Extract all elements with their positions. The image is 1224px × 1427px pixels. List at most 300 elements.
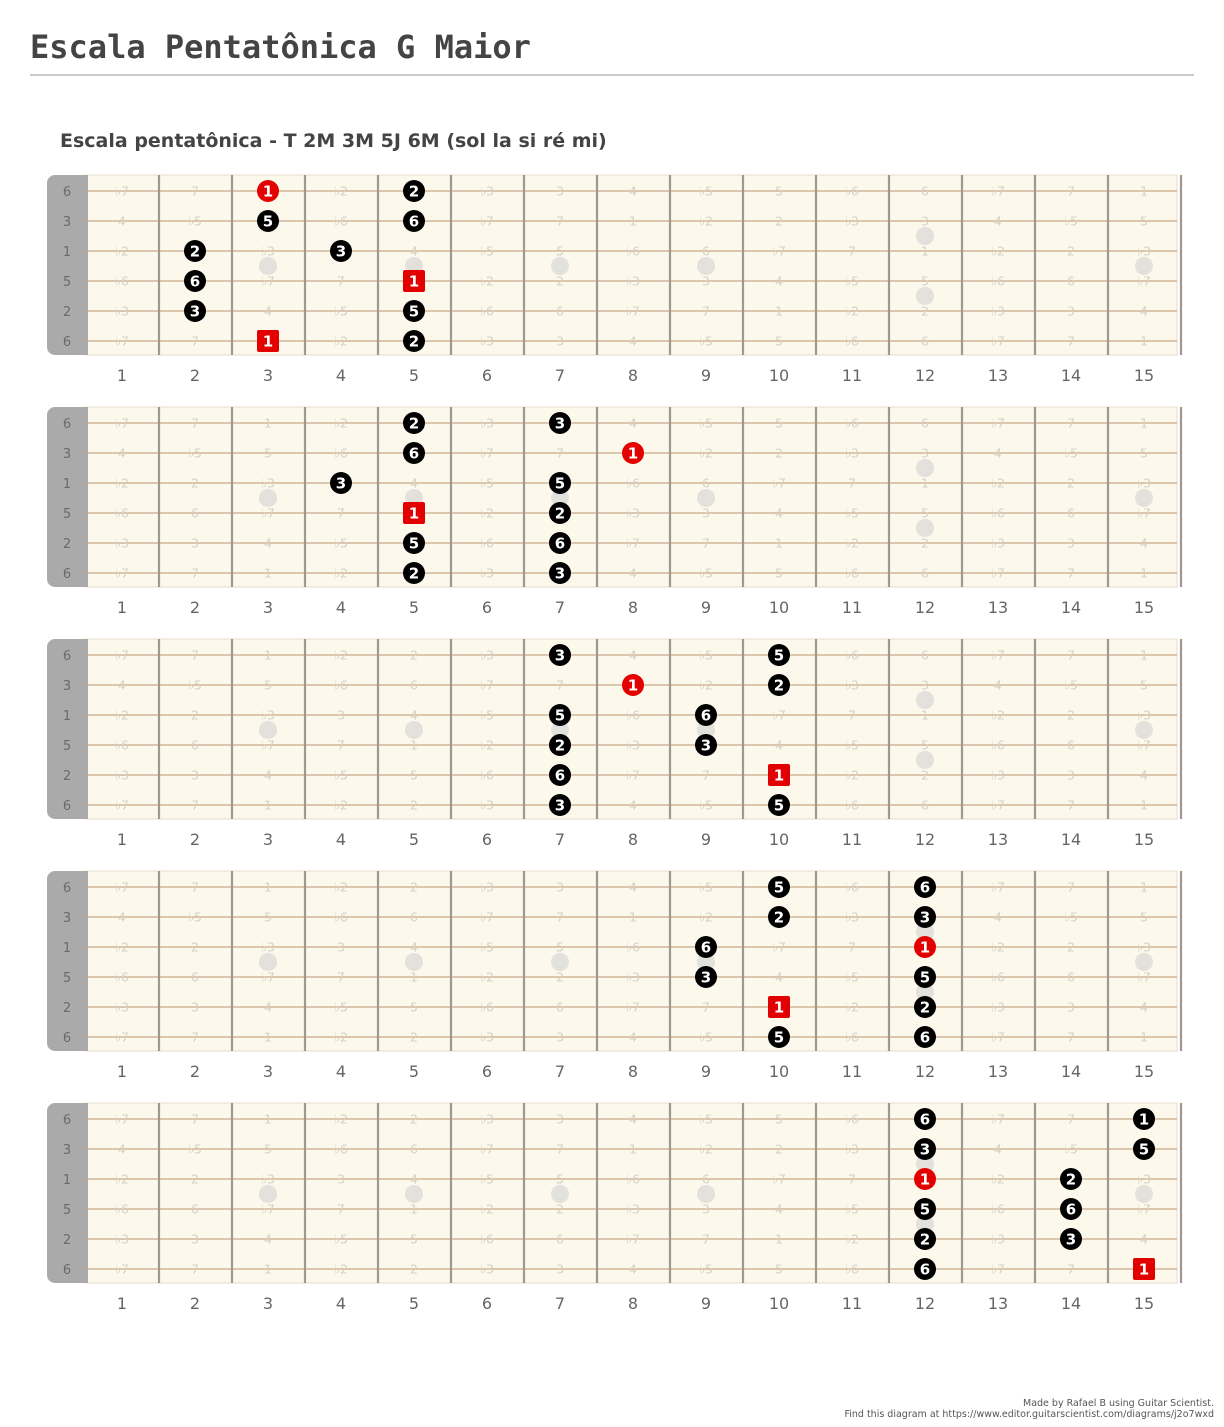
fret-number: 8: [627, 598, 639, 617]
scale-note-marker: [1133, 1108, 1155, 1130]
background-interval: 2: [191, 1171, 199, 1187]
background-interval: 7: [556, 677, 564, 693]
background-interval: ♭2: [480, 1201, 494, 1217]
background-interval: 2: [410, 879, 418, 895]
background-interval: 4: [629, 647, 637, 663]
fret-inlay: [916, 227, 934, 245]
background-interval: 2: [410, 1029, 418, 1045]
background-interval: 4: [629, 1111, 637, 1127]
background-interval: 5: [264, 1141, 272, 1157]
background-interval: 4: [629, 1029, 637, 1045]
note-label: 5: [773, 878, 785, 897]
background-interval: 3: [1067, 535, 1075, 551]
background-interval: 2: [191, 939, 199, 955]
fret-inlay: [1135, 1185, 1153, 1203]
background-interval: 6: [702, 1171, 710, 1187]
background-interval: ♭6: [334, 909, 348, 925]
background-interval: 6: [410, 1141, 418, 1157]
fret-number: 9: [700, 830, 712, 849]
fret-number: 12: [914, 1062, 936, 1081]
background-interval: ♭5: [334, 535, 348, 551]
background-interval: 1: [1140, 1029, 1148, 1045]
background-interval: ♭7: [991, 333, 1005, 349]
string-label: 1: [62, 941, 72, 956]
background-interval: ♭6: [480, 1231, 494, 1247]
fret-number: 12: [914, 1294, 936, 1313]
scale-note-marker: [403, 300, 425, 322]
note-label: 3: [335, 474, 347, 493]
background-interval: 7: [191, 565, 199, 581]
note-label: 5: [262, 212, 274, 231]
background-interval: ♭7: [1137, 273, 1151, 289]
background-interval: 1: [410, 969, 418, 985]
background-interval: 5: [775, 183, 783, 199]
note-label: 2: [773, 676, 785, 695]
note-label: 1: [408, 504, 420, 523]
background-interval: ♭6: [626, 1171, 640, 1187]
background-interval: ♭5: [699, 415, 713, 431]
background-interval: 7: [702, 535, 710, 551]
fret-number: 3: [262, 830, 274, 849]
fret-number: 3: [262, 1294, 274, 1313]
background-interval: ♭7: [991, 1029, 1005, 1045]
background-interval: ♭6: [480, 535, 494, 551]
fret-number: 7: [554, 598, 566, 617]
background-interval: ♭2: [991, 243, 1005, 259]
note-label: 6: [189, 272, 201, 291]
background-interval: ♭6: [334, 1141, 348, 1157]
note-label: 6: [700, 938, 712, 957]
fret-number: 4: [335, 598, 347, 617]
note-label: 2: [554, 736, 566, 755]
background-interval: ♭2: [480, 505, 494, 521]
fret-number: 1: [116, 1294, 128, 1313]
fret-number: 9: [700, 1294, 712, 1313]
background-interval: ♭6: [115, 505, 129, 521]
background-interval: ♭7: [626, 535, 640, 551]
background-interval: ♭7: [115, 565, 129, 581]
background-interval: 4: [994, 213, 1002, 229]
fret-number: 9: [700, 366, 712, 385]
note-label: 3: [700, 736, 712, 755]
fret-number: 11: [841, 1294, 863, 1313]
background-interval: 4: [629, 1261, 637, 1277]
background-interval: ♭2: [845, 1231, 859, 1247]
fret-inlay: [1135, 721, 1153, 739]
background-interval: 4: [118, 213, 126, 229]
background-interval: ♭7: [1137, 505, 1151, 521]
fret-inlay: [405, 953, 423, 971]
background-interval: 2: [775, 1141, 783, 1157]
background-interval: 5: [921, 273, 929, 289]
background-interval: ♭7: [480, 677, 494, 693]
scale-note-marker: [768, 876, 790, 898]
note-label: 3: [1065, 1230, 1077, 1249]
background-interval: ♭2: [480, 737, 494, 753]
scale-note-marker: [914, 996, 936, 1018]
background-interval: 4: [118, 1141, 126, 1157]
fretboard-diagram-position-1: [0, 170, 1224, 400]
background-interval: 3: [702, 1201, 710, 1217]
background-interval: ♭5: [845, 1201, 859, 1217]
string-label: 5: [62, 275, 72, 290]
background-interval: 4: [629, 183, 637, 199]
background-interval: 7: [848, 243, 856, 259]
fret-number: 6: [481, 366, 493, 385]
background-interval: 3: [191, 767, 199, 783]
string-label: 6: [62, 417, 72, 432]
background-interval: 4: [264, 535, 272, 551]
fret-number: 2: [189, 366, 201, 385]
background-interval: ♭3: [991, 535, 1005, 551]
background-interval: ♭3: [480, 565, 494, 581]
fret-inlay: [259, 489, 277, 507]
footer-link-line[interactable]: Find this diagram at https://www.editor.guitarscientist.com/diagrams/j2o7wxd: [844, 1409, 1214, 1420]
background-interval: ♭3: [845, 909, 859, 925]
background-interval: 3: [337, 707, 345, 723]
background-interval: 3: [337, 1171, 345, 1187]
background-interval: 3: [191, 535, 199, 551]
note-label: 6: [554, 766, 566, 785]
background-interval: ♭7: [261, 505, 275, 521]
background-interval: 2: [1067, 475, 1075, 491]
fret-number: 6: [481, 830, 493, 849]
background-interval: ♭7: [991, 1261, 1005, 1277]
background-interval: 3: [556, 1029, 564, 1045]
scale-note-marker: [403, 532, 425, 554]
note-label: 5: [554, 474, 566, 493]
background-interval: ♭7: [115, 1029, 129, 1045]
string-label: 3: [62, 679, 72, 694]
fret-number: 13: [987, 1294, 1009, 1313]
fret-inlay: [1135, 489, 1153, 507]
background-interval: ♭5: [188, 213, 202, 229]
fretboard-background: [86, 407, 1177, 587]
background-interval: 6: [556, 999, 564, 1015]
fret-number: 15: [1133, 1062, 1155, 1081]
background-interval: ♭5: [188, 1141, 202, 1157]
fret-number: 5: [408, 1294, 420, 1313]
background-interval: 2: [1067, 243, 1075, 259]
background-interval: ♭6: [334, 445, 348, 461]
diagram-subtitle: Escala pentatônica - T 2M 3M 5J 6M (sol la si ré mi): [60, 130, 607, 152]
background-interval: 1: [629, 213, 637, 229]
background-interval: 4: [410, 939, 418, 955]
fret-inlay: [916, 459, 934, 477]
background-interval: 4: [775, 1201, 783, 1217]
footer-credits: [844, 1398, 1214, 1420]
background-interval: 1: [264, 565, 272, 581]
background-interval: 5: [410, 767, 418, 783]
background-interval: 1: [921, 475, 929, 491]
background-interval: ♭2: [334, 1261, 348, 1277]
background-interval: ♭3: [626, 273, 640, 289]
background-interval: ♭5: [334, 767, 348, 783]
background-interval: ♭3: [991, 767, 1005, 783]
background-interval: ♭6: [480, 767, 494, 783]
background-interval: ♭5: [188, 445, 202, 461]
background-interval: 2: [1067, 707, 1075, 723]
background-interval: ♭3: [626, 1201, 640, 1217]
background-interval: 2: [410, 1261, 418, 1277]
background-interval: ♭5: [845, 969, 859, 985]
background-interval: ♭6: [115, 273, 129, 289]
fretboard-svg: [0, 866, 1224, 1096]
background-interval: ♭6: [845, 797, 859, 813]
note-label: 1: [1138, 1110, 1150, 1129]
string-label: 2: [62, 769, 72, 784]
background-interval: 1: [410, 1201, 418, 1217]
background-interval: ♭5: [699, 1261, 713, 1277]
note-label: 5: [408, 302, 420, 321]
background-interval: ♭7: [772, 243, 786, 259]
scale-note-marker: [914, 1228, 936, 1250]
note-label: 6: [919, 1110, 931, 1129]
background-interval: ♭3: [261, 939, 275, 955]
fret-number: 15: [1133, 1294, 1155, 1313]
background-interval: ♭7: [626, 1231, 640, 1247]
background-interval: ♭2: [480, 273, 494, 289]
scale-note-marker: [549, 532, 571, 554]
background-interval: 7: [848, 1171, 856, 1187]
background-interval: ♭2: [699, 445, 713, 461]
background-interval: 2: [191, 475, 199, 491]
background-interval: ♭7: [1137, 1201, 1151, 1217]
background-interval: ♭7: [991, 647, 1005, 663]
fretboard-diagram-position-5: [0, 1098, 1224, 1328]
scale-note-marker: [403, 210, 425, 232]
fret-inlay: [551, 953, 569, 971]
background-interval: 4: [629, 415, 637, 431]
background-interval: 5: [775, 1111, 783, 1127]
fretboard-diagram-position-2: [0, 402, 1224, 632]
background-interval: ♭5: [699, 647, 713, 663]
fret-number: 4: [335, 1294, 347, 1313]
background-interval: 5: [921, 737, 929, 753]
background-interval: 5: [775, 415, 783, 431]
background-interval: 7: [1067, 797, 1075, 813]
string-label: 6: [62, 1031, 72, 1046]
background-interval: ♭6: [626, 707, 640, 723]
background-interval: ♭3: [1137, 939, 1151, 955]
fret-inlay: [259, 953, 277, 971]
background-interval: 3: [702, 273, 710, 289]
string-label: 6: [62, 1113, 72, 1128]
background-interval: ♭5: [480, 243, 494, 259]
background-interval: 3: [556, 333, 564, 349]
fret-number: 5: [408, 1062, 420, 1081]
fret-number: 5: [408, 830, 420, 849]
root-note-marker: [1133, 1258, 1155, 1280]
background-interval: 7: [337, 737, 345, 753]
background-interval: ♭3: [626, 969, 640, 985]
background-interval: 7: [1067, 183, 1075, 199]
background-interval: ♭6: [991, 737, 1005, 753]
root-note-marker: [914, 1168, 936, 1190]
background-interval: ♭6: [845, 1111, 859, 1127]
background-interval: ♭6: [845, 565, 859, 581]
background-interval: 6: [921, 333, 929, 349]
root-note-marker: [257, 330, 279, 352]
fret-number: 3: [262, 366, 274, 385]
background-interval: ♭2: [334, 797, 348, 813]
note-label: 5: [554, 706, 566, 725]
background-interval: 7: [702, 999, 710, 1015]
background-interval: 4: [1140, 535, 1148, 551]
background-interval: 7: [191, 415, 199, 431]
string-label: 5: [62, 971, 72, 986]
fret-number: 12: [914, 366, 936, 385]
background-interval: 1: [1140, 333, 1148, 349]
background-interval: 5: [264, 909, 272, 925]
note-label: 6: [554, 534, 566, 553]
fret-inlay: [551, 257, 569, 275]
fret-number: 11: [841, 366, 863, 385]
background-interval: ♭7: [626, 303, 640, 319]
scale-note-marker: [330, 240, 352, 262]
fret-number: 2: [189, 830, 201, 849]
note-label: 3: [554, 796, 566, 815]
fret-number: 14: [1060, 366, 1082, 385]
note-label: 2: [554, 504, 566, 523]
background-interval: ♭7: [115, 647, 129, 663]
scale-note-marker: [184, 300, 206, 322]
background-interval: ♭5: [845, 737, 859, 753]
background-interval: ♭7: [991, 1111, 1005, 1127]
background-interval: ♭7: [261, 737, 275, 753]
string-label: 3: [62, 1143, 72, 1158]
background-interval: ♭7: [261, 969, 275, 985]
background-interval: 7: [702, 303, 710, 319]
background-interval: ♭2: [845, 535, 859, 551]
background-interval: ♭3: [480, 333, 494, 349]
scale-note-marker: [549, 794, 571, 816]
background-interval: ♭7: [115, 1261, 129, 1277]
note-label: 2: [773, 908, 785, 927]
fret-number: 4: [335, 366, 347, 385]
fret-inlay: [259, 721, 277, 739]
fretboard-background: [86, 871, 1177, 1051]
background-interval: 7: [1067, 565, 1075, 581]
background-interval: 1: [264, 1261, 272, 1277]
scale-note-marker: [549, 764, 571, 786]
background-interval: ♭2: [699, 909, 713, 925]
background-interval: 2: [921, 303, 929, 319]
note-label: 2: [408, 332, 420, 351]
note-label: 3: [554, 414, 566, 433]
background-interval: 7: [337, 505, 345, 521]
background-interval: ♭3: [845, 677, 859, 693]
fret-number: 2: [189, 598, 201, 617]
background-interval: 7: [556, 909, 564, 925]
background-interval: 1: [264, 647, 272, 663]
scale-note-marker: [695, 734, 717, 756]
background-interval: ♭2: [845, 999, 859, 1015]
background-interval: 1: [264, 797, 272, 813]
background-interval: 7: [848, 707, 856, 723]
note-label: 2: [408, 414, 420, 433]
scale-note-marker: [403, 562, 425, 584]
background-interval: ♭7: [480, 445, 494, 461]
fret-number: 7: [554, 366, 566, 385]
fret-number: 8: [627, 366, 639, 385]
background-interval: 5: [556, 939, 564, 955]
string-label: 3: [62, 447, 72, 462]
background-interval: ♭2: [334, 565, 348, 581]
fret-inlay: [697, 489, 715, 507]
background-interval: ♭2: [991, 939, 1005, 955]
background-interval: 7: [337, 1201, 345, 1217]
background-interval: ♭2: [334, 333, 348, 349]
background-interval: 3: [556, 183, 564, 199]
background-interval: 5: [410, 1231, 418, 1247]
scale-note-marker: [403, 442, 425, 464]
background-interval: 7: [191, 797, 199, 813]
background-interval: ♭5: [845, 273, 859, 289]
fret-inlay: [916, 691, 934, 709]
background-interval: 3: [921, 445, 929, 461]
background-interval: ♭7: [480, 909, 494, 925]
background-interval: 4: [994, 445, 1002, 461]
background-interval: 6: [1067, 273, 1075, 289]
scale-note-marker: [695, 704, 717, 726]
background-interval: ♭3: [991, 303, 1005, 319]
background-interval: ♭7: [115, 879, 129, 895]
fret-number: 15: [1133, 830, 1155, 849]
fretboard-svg: [0, 1098, 1224, 1328]
string-label: 3: [62, 215, 72, 230]
background-interval: ♭3: [480, 1029, 494, 1045]
background-interval: ♭6: [991, 505, 1005, 521]
background-interval: ♭6: [480, 999, 494, 1015]
note-label: 1: [773, 766, 785, 785]
note-label: 6: [408, 212, 420, 231]
background-interval: ♭5: [699, 797, 713, 813]
scale-note-marker: [403, 412, 425, 434]
background-interval: ♭6: [845, 333, 859, 349]
note-label: 3: [554, 564, 566, 583]
background-interval: 1: [1140, 647, 1148, 663]
background-interval: 3: [556, 879, 564, 895]
background-interval: 3: [702, 505, 710, 521]
note-label: 1: [773, 998, 785, 1017]
background-interval: ♭5: [1064, 909, 1078, 925]
fret-number: 12: [914, 830, 936, 849]
root-note-marker: [622, 442, 644, 464]
background-interval: 6: [191, 1201, 199, 1217]
background-interval: ♭3: [845, 445, 859, 461]
background-interval: 5: [921, 505, 929, 521]
root-note-marker: [768, 764, 790, 786]
fret-number: 13: [987, 598, 1009, 617]
background-interval: ♭6: [991, 1201, 1005, 1217]
string-label: 5: [62, 1203, 72, 1218]
string-label: 1: [62, 477, 72, 492]
background-interval: ♭7: [1137, 737, 1151, 753]
background-interval: ♭7: [991, 797, 1005, 813]
scale-note-marker: [768, 674, 790, 696]
background-interval: 6: [921, 647, 929, 663]
background-interval: ♭5: [1064, 1141, 1078, 1157]
background-interval: ♭2: [991, 1171, 1005, 1187]
background-interval: 2: [410, 797, 418, 813]
background-interval: 5: [410, 999, 418, 1015]
background-interval: ♭7: [626, 767, 640, 783]
background-interval: 5: [556, 243, 564, 259]
fretboard-diagram-position-3: [0, 634, 1224, 864]
background-interval: 7: [191, 333, 199, 349]
background-interval: ♭5: [334, 999, 348, 1015]
